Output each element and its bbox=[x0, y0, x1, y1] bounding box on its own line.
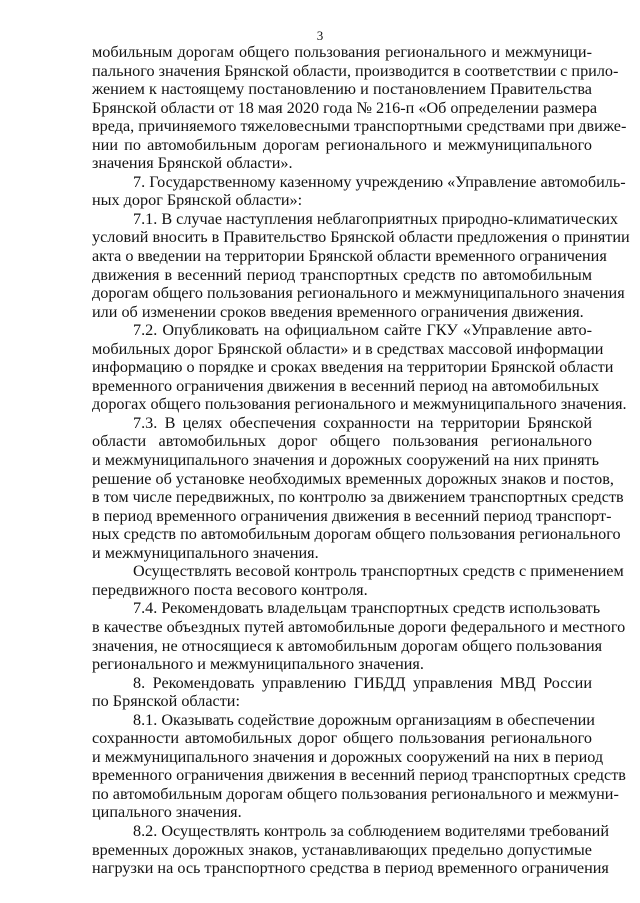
text-line: нагрузки на ось транспортного средства в период временного ограничения bbox=[92, 859, 609, 878]
text-line: и межмуниципального значения и дорожных сооружений на них принять bbox=[92, 451, 599, 470]
text-line: ных дорог Брянской области»: bbox=[92, 191, 303, 210]
text-line: значения Брянской области». bbox=[92, 154, 293, 173]
text-line: временного ограничения движения в весенний период на автомобильных bbox=[92, 376, 600, 395]
text-line: нии по автомобильным дорогам регионального и межмуниципального bbox=[92, 135, 592, 154]
text-line: области автомобильных дорог общего пользования регионального bbox=[92, 432, 592, 451]
paragraph-7-3-line: 7.3. В целях обеспечения сохранности на территории Брянской bbox=[133, 413, 592, 432]
text-line: мобильным дорогам общего пользования регионального и межмуници- bbox=[92, 43, 592, 61]
text-line: дорогах общего пользования регионального и межмуниципального значения. bbox=[92, 395, 627, 414]
document-body bbox=[92, 43, 630, 878]
text-line: решение об установке необходимых временных дорожных знаков и постов, bbox=[92, 469, 614, 488]
text-line: Брянской области от 18 мая 2020 года № 216-п «Об определении размера bbox=[92, 98, 598, 117]
paragraph-8-line: 8. Рекомендовать управлению ГИБДД управления МВД России bbox=[133, 673, 592, 692]
text-line: по автомобильным дорогам общего пользования регионального и межмуни- bbox=[92, 784, 619, 803]
text-line: или об изменении сроков введения временного ограничения движения. bbox=[92, 302, 584, 321]
text-line: и межмуниципального значения и дорожных сооружений на них в период bbox=[92, 747, 604, 766]
text-line: мобильных дорог Брянской области» и в средствах массовой информации bbox=[92, 339, 604, 358]
text-line: пального значения Брянской области, производится в соответствии с прило- bbox=[92, 61, 619, 80]
text-line: информацию о порядке и сроках введения на территории Брянской области bbox=[92, 358, 614, 377]
text-line: в качестве объездных путей автомобильные дороги федерального и местного bbox=[92, 617, 626, 636]
text-line: в том числе передвижных, по контролю за движением транспортных средств bbox=[92, 488, 624, 507]
text-line: акта о введении на территории Брянской области временного ограничения bbox=[92, 247, 607, 266]
text-line: регионального и межмуниципального значения. bbox=[92, 655, 424, 674]
text-line: значения, не относящиеся к автомобильным дорогам общего пользования bbox=[92, 636, 603, 655]
paragraph-7-1-line: 7.1. В случае наступления неблагоприятных природно-климатических bbox=[133, 209, 619, 228]
text-line: ципального значения. bbox=[92, 803, 242, 822]
text-line: временных дорожных знаков, устанавливающих предельно допустимые bbox=[92, 840, 592, 859]
page-number: 3 bbox=[316, 28, 324, 43]
text-line: в период временного ограничения движения в весенний период транспорт- bbox=[92, 506, 612, 525]
text-line: условий вносить в Правительство Брянской области предложения о принятии bbox=[92, 228, 630, 247]
text-line: по Брянской области: bbox=[92, 692, 240, 711]
text-line: передвижного поста весового контроля. bbox=[92, 580, 368, 599]
paragraph-7-line: 7. Государственному казенному учреждению «Управление автомобиль- bbox=[133, 172, 626, 191]
paragraph-7-4-line: 7.4. Рекомендовать владельцам транспортных средств использовать bbox=[133, 599, 601, 618]
paragraph-8-1-line: 8.1. Оказывать содействие дорожным организациям в обеспечении bbox=[133, 710, 595, 729]
text-line: и межмуниципального значения. bbox=[92, 543, 319, 562]
text-line: дорогам общего пользования регионального и межмуниципального значения bbox=[92, 284, 625, 303]
text-line: временного ограничения движения в весенний период транспортных средств bbox=[92, 766, 626, 785]
weight-control-line: Осуществлять весовой контроль транспортных средств с применением bbox=[133, 562, 624, 581]
text-line: ных средств по автомобильным дорогам общего пользования регионального bbox=[92, 525, 621, 544]
text-line: движения в весенний период транспортных средств по автомобильным bbox=[92, 265, 592, 284]
paragraph-7-2-line: 7.2. Опубликовать на официальном сайте ГКУ «Управление авто- bbox=[133, 321, 592, 340]
text-line: жением к настоящему постановлению и постановлением Правительства bbox=[92, 80, 592, 99]
paragraph-8-2-line: 8.2. Осуществлять контроль за соблюдением водителями требований bbox=[133, 821, 609, 840]
text-line: вреда, причиняемого тяжеловесными транспортными средствами при движе- bbox=[92, 117, 627, 136]
text-line: сохранности автомобильных дорог общего пользования регионального bbox=[92, 729, 592, 748]
